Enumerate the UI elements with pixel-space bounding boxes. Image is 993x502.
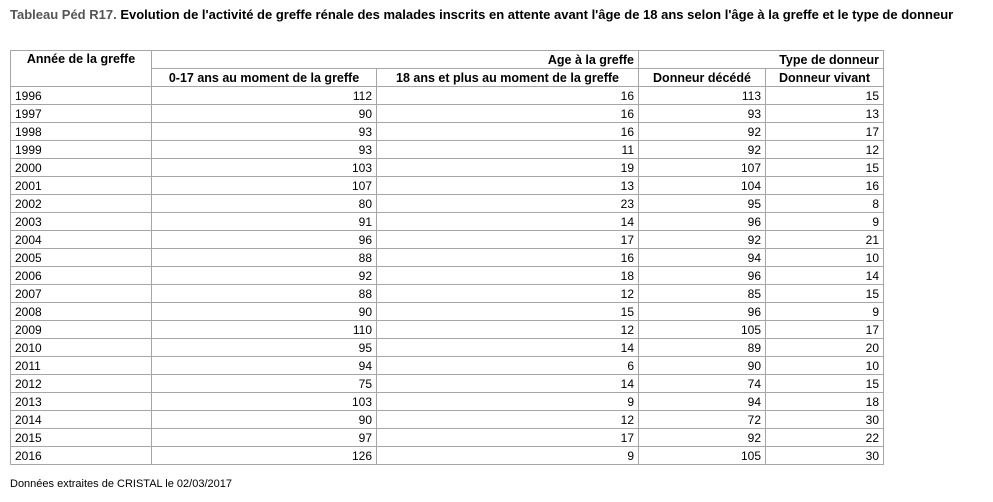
year-cell: 2001 [11,177,152,195]
table-row [11,195,884,213]
value-cell: 92 [639,141,766,159]
value-cell: 93 [639,105,766,123]
value-cell: 15 [766,285,884,303]
value-cell: 90 [639,357,766,375]
value-cell: 17 [766,123,884,141]
table-row [11,141,884,159]
value-cell: 13 [766,105,884,123]
table-row [11,393,884,411]
column-header-deceased-donor: Donneur décédé [639,69,766,87]
value-cell: 9 [377,447,639,465]
table-body [11,87,884,465]
value-cell: 10 [766,357,884,375]
value-cell: 14 [377,375,639,393]
source-footnote: Données extraites de CRISTAL le 02/03/2017 [10,478,232,490]
value-cell: 90 [152,303,377,321]
value-cell: 14 [377,213,639,231]
data-table [10,50,884,465]
value-cell: 8 [766,195,884,213]
table-title [10,7,970,23]
table-row [11,105,884,123]
table-row [11,159,884,177]
year-cell: 2015 [11,429,152,447]
value-cell: 21 [766,231,884,249]
value-cell: 6 [377,357,639,375]
value-cell: 96 [639,213,766,231]
value-cell: 93 [152,123,377,141]
value-cell: 107 [639,159,766,177]
value-cell: 89 [639,339,766,357]
value-cell: 92 [639,429,766,447]
value-cell: 95 [152,339,377,357]
value-cell: 14 [766,267,884,285]
value-cell: 9 [766,303,884,321]
value-cell: 75 [152,375,377,393]
value-cell: 94 [639,393,766,411]
donor-type-group-header: Type de donneur [639,51,884,69]
year-cell: 1997 [11,105,152,123]
value-cell: 72 [639,411,766,429]
value-cell: 15 [766,87,884,105]
value-cell: 23 [377,195,639,213]
year-cell: 2011 [11,357,152,375]
year-cell: 2004 [11,231,152,249]
table-row [11,375,884,393]
value-cell: 17 [377,231,639,249]
value-cell: 16 [377,249,639,267]
value-cell: 97 [152,429,377,447]
value-cell: 19 [377,159,639,177]
value-cell: 16 [766,177,884,195]
value-cell: 15 [377,303,639,321]
value-cell: 9 [377,393,639,411]
column-header-living-donor: Donneur vivant [766,69,884,87]
value-cell: 30 [766,411,884,429]
value-cell: 88 [152,285,377,303]
table-row [11,177,884,195]
value-cell: 96 [639,267,766,285]
value-cell: 95 [639,195,766,213]
year-cell: 2005 [11,249,152,267]
table-row [11,87,884,105]
age-group-header: Age à la greffe [152,51,639,69]
year-cell: 2006 [11,267,152,285]
table-row [11,123,884,141]
table-tag: Tableau Péd R17. [10,7,117,22]
value-cell: 107 [152,177,377,195]
year-cell: 2003 [11,213,152,231]
table-row [11,321,884,339]
value-cell: 12 [377,321,639,339]
value-cell: 10 [766,249,884,267]
year-cell: 2012 [11,375,152,393]
value-cell: 110 [152,321,377,339]
year-cell: 2009 [11,321,152,339]
value-cell: 18 [377,267,639,285]
year-cell: 2014 [11,411,152,429]
value-cell: 16 [377,87,639,105]
value-cell: 92 [639,231,766,249]
table-row [11,339,884,357]
value-cell: 9 [766,213,884,231]
table-row [11,213,884,231]
value-cell: 103 [152,393,377,411]
year-cell: 1998 [11,123,152,141]
table-row [11,231,884,249]
value-cell: 112 [152,87,377,105]
value-cell: 90 [152,105,377,123]
table-row [11,249,884,267]
value-cell: 90 [152,411,377,429]
value-cell: 20 [766,339,884,357]
value-cell: 96 [639,303,766,321]
year-cell: 1999 [11,141,152,159]
value-cell: 12 [377,411,639,429]
value-cell: 104 [639,177,766,195]
value-cell: 85 [639,285,766,303]
value-cell: 11 [377,141,639,159]
year-cell: 2013 [11,393,152,411]
value-cell: 94 [152,357,377,375]
table-row [11,429,884,447]
table-title-text: Evolution de l'activité de greffe rénale des malades inscrits en attente avant l'âge de 18 ans selon l'âge à la greffe et le type de donneur [120,7,954,22]
value-cell: 15 [766,159,884,177]
table-row [11,285,884,303]
year-cell: 1996 [11,87,152,105]
value-cell: 105 [639,447,766,465]
table-row [11,411,884,429]
value-cell: 22 [766,429,884,447]
table-row [11,447,884,465]
value-cell: 14 [377,339,639,357]
value-cell: 17 [377,429,639,447]
value-cell: 80 [152,195,377,213]
value-cell: 93 [152,141,377,159]
value-cell: 105 [639,321,766,339]
value-cell: 92 [152,267,377,285]
value-cell: 126 [152,447,377,465]
value-cell: 13 [377,177,639,195]
value-cell: 30 [766,447,884,465]
year-cell: 2002 [11,195,152,213]
value-cell: 88 [152,249,377,267]
value-cell: 113 [639,87,766,105]
value-cell: 15 [766,375,884,393]
value-cell: 96 [152,231,377,249]
year-cell: 2016 [11,447,152,465]
year-column-header: Année de la greffe [11,51,152,87]
year-cell: 2007 [11,285,152,303]
value-cell: 17 [766,321,884,339]
table-row [11,267,884,285]
value-cell: 103 [152,159,377,177]
value-cell: 92 [639,123,766,141]
table-row [11,303,884,321]
year-cell: 2008 [11,303,152,321]
value-cell: 18 [766,393,884,411]
value-cell: 74 [639,375,766,393]
year-cell: 2010 [11,339,152,357]
column-header-18-plus: 18 ans et plus au moment de la greffe [377,69,639,87]
value-cell: 94 [639,249,766,267]
table-row [11,357,884,375]
value-cell: 91 [152,213,377,231]
value-cell: 16 [377,105,639,123]
year-cell: 2000 [11,159,152,177]
value-cell: 12 [766,141,884,159]
column-header-0-17: 0-17 ans au moment de la greffe [152,69,377,87]
value-cell: 16 [377,123,639,141]
value-cell: 12 [377,285,639,303]
